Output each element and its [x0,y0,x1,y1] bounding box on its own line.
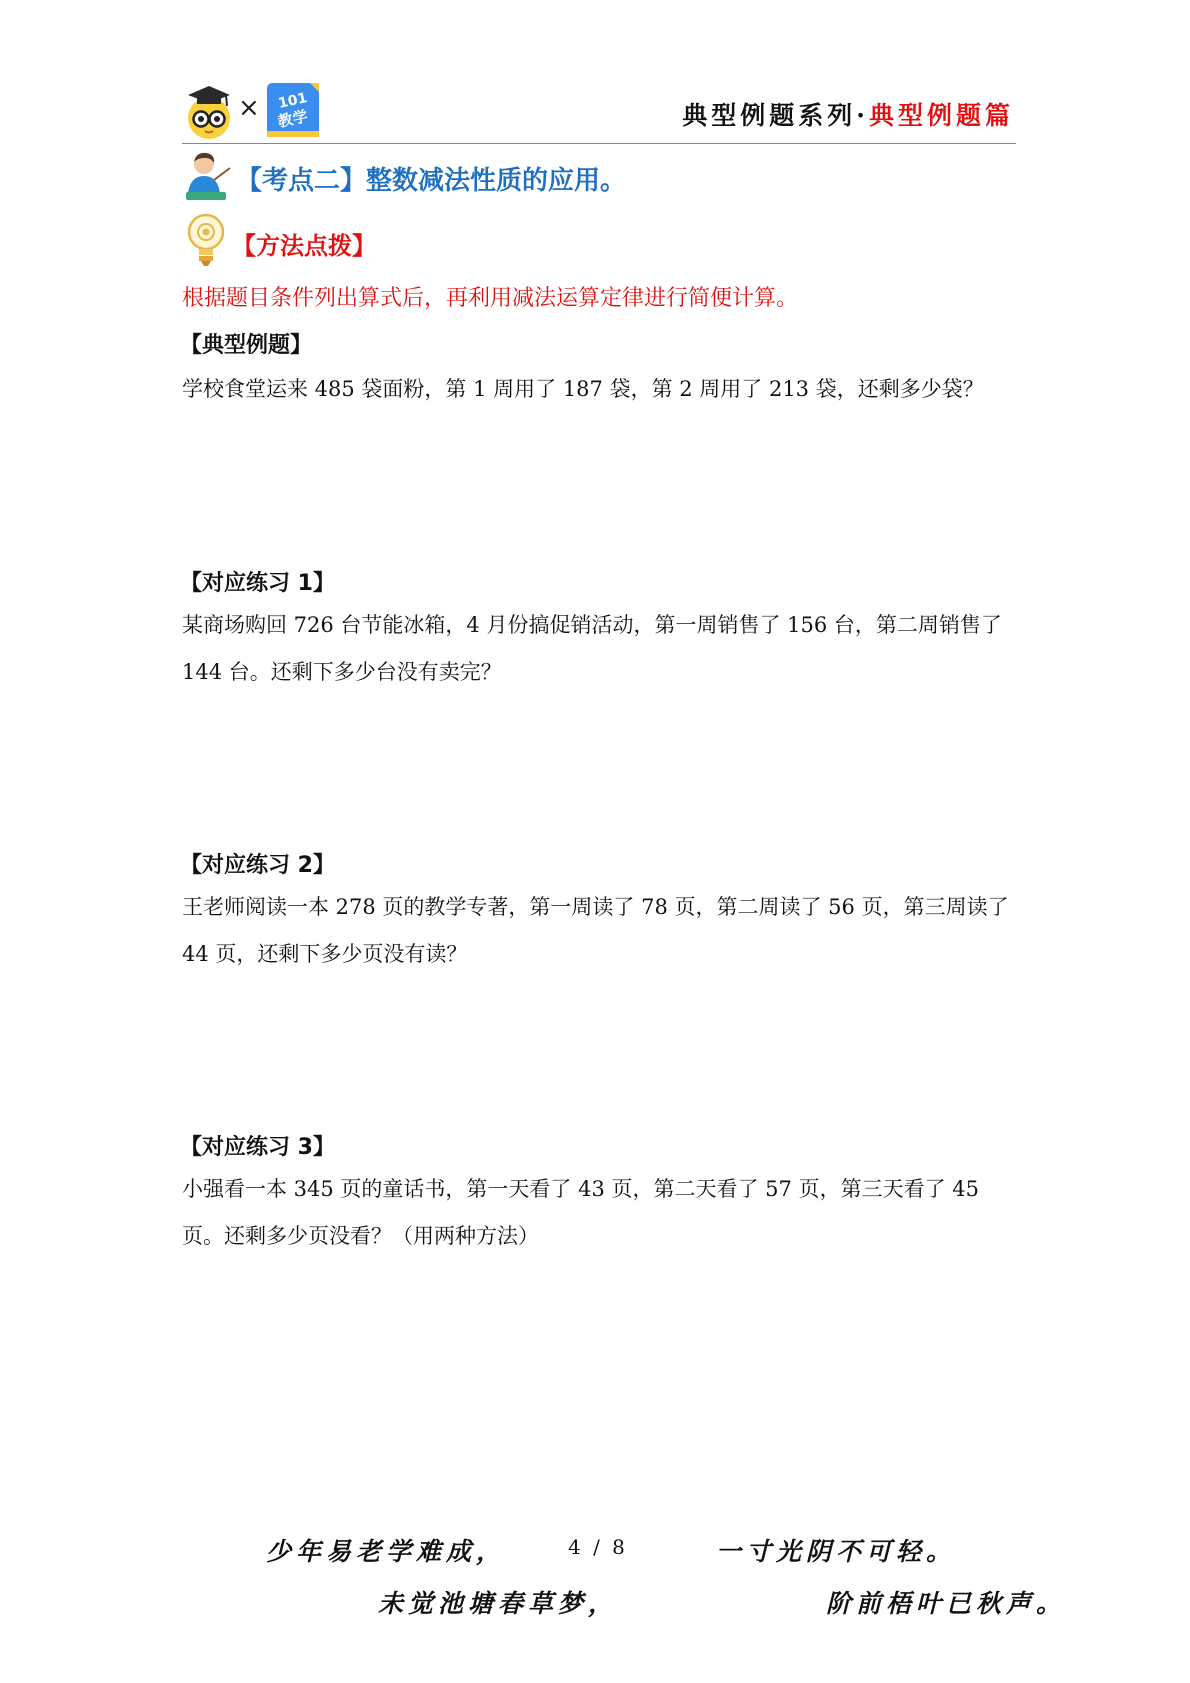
lightbulb-icon [184,212,228,268]
svg-text:教学: 教学 [276,107,310,131]
owl-logo-icon [184,82,234,140]
practice-2-title: 【对应练习 2】 [180,853,335,878]
header-divider [182,143,1016,144]
series-title-accent: 典型例题篇 [868,101,1014,130]
practice-3-text: 小强看一本 345 页的童话书，第一天看了 43 页，第二天看了 57 页，第三天看了 45 页。还剩多少页没看？（用两种方法） [182,1177,979,1248]
topic-heading: 【考点二】整数减法性质的应用。 [236,166,627,196]
teacher-icon [184,150,232,202]
example-text: 学校食堂运来 485 袋面粉，第 1 周用了 187 袋，第 2 周用了 213 袋，还剩多少袋？ [182,377,984,401]
poem-line-3: 未觉池塘春草梦， [378,1589,619,1618]
page-number: 4 / 8 [568,1535,628,1559]
method-heading: 【方法点拨】 [232,232,376,260]
poem-line-4: 阶前梧叶已秋声。 [826,1589,1067,1618]
poem-line-2: 一寸光阴不可轻。 [716,1537,957,1566]
example-title: 【典型例题】 [180,333,313,358]
series-title [682,96,1014,132]
practice-3-title: 【对应练习 3】 [180,1135,335,1160]
series-title-plain: 典型例题系列· [682,101,869,130]
svg-text:101: 101 [276,90,309,112]
logo-separator: × [238,93,260,123]
brand-logo [266,82,320,138]
practice-2-text: 王老师阅读一本 278 页的教学专著，第一周读了 78 页，第二周读了 56 页，第三周读了 44 页，还剩下多少页没有读？ [182,895,1009,966]
practice-1-title: 【对应练习 1】 [180,571,335,596]
poem-line-1: 少年易老学难成， [266,1537,507,1566]
method-tip: 根据题目条件列出算式后，再利用减法运算定律进行简便计算。 [182,286,799,311]
practice-1-text: 某商场购回 726 台节能冰箱，4 月份搞促销活动，第一周销售了 156 台，第二周销售了 144 台。还剩下多少台没有卖完？ [182,613,1002,684]
